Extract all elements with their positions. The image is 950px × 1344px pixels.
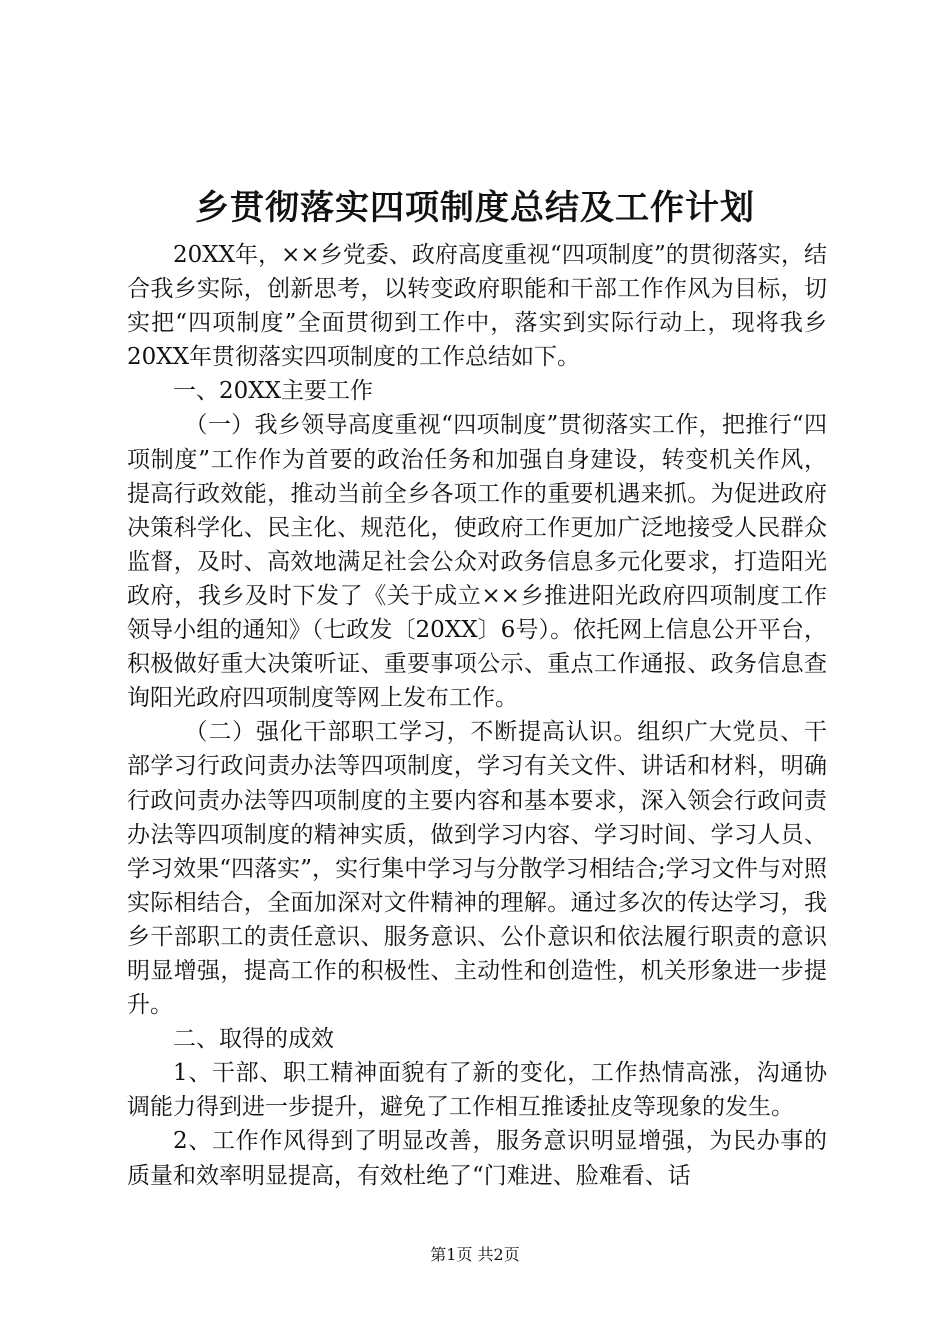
document-title: 乡贯彻落实四项制度总结及工作计划: [195, 188, 755, 228]
document-body: [127, 238, 827, 1193]
paragraph-item-2: （二）强化干部职工学习，不断提高认识。组织广大党员、干部学习行政问责办法等四项制度，学习有关文件、讲话和材料，明确行政问责办法等四项制度的主要内容和基本要求，深入领会行政问责办法等四项制度的精神实质，做到学习内容、学习时间、学习人员、学习效果“四落实”，实行集中学习与分散学习相结合;学习文件与对照实际相结合，全面加深对文件精神的理解。通过多次的传达学习，我乡干部职工的责任意识、服务意识、公仆意识和依法履行职责的意识明显增强，提高工作的积极性、主动性和创造性，机关形象进一步提升。: [127, 719, 827, 1019]
paragraph-intro: 20XX年，××乡党委、政府高度重视“四项制度”的贯彻落实，结合我乡实际，创新思考，以转变政府职能和干部工作作风为目标，切实把“四项制度”全面贯彻到工作中，落实到实际行动上，现将我乡20XX年贯彻落实四项制度的工作总结如下。: [127, 242, 827, 371]
page-footer: 第1页 共2页: [430, 1245, 520, 1264]
section-heading-main-work: 一、20XX主要工作: [173, 378, 374, 405]
section-heading-results: 二、取得的成效: [173, 1026, 334, 1053]
paragraph-result-1: 1、干部、职工精神面貌有了新的变化，工作热情高涨，沟通协调能力得到进一步提升，避免了工作相互推诿扯皮等现象的发生。: [127, 1060, 827, 1121]
paragraph-item-1: （一）我乡领导高度重视“四项制度”贯彻落实工作，把推行“四项制度”工作作为首要的政治任务和加强自身建设，转变机关作风，提高行政效能，推动当前全乡各项工作的重要机遇来抓。为促进政府决策科学化、民主化、规范化，使政府工作更加广泛地接受人民群众监督，及时、高效地满足社会公众对政务信息多元化要求，打造阳光政府，我乡及时下发了《关于成立××乡推进阳光政府四项制度工作领导小组的通知》（七政发〔20XX〕6号）。依托网上信息公开平台，积极做好重大决策听证、重要事项公示、重点工作通报、政务信息查询阳光政府四项制度等网上发布工作。: [127, 412, 827, 712]
paragraph-result-2: 2、工作作风得到了明显改善，服务意识明显增强，为民办事的质量和效率明显提高，有效杜绝了“门难进、脸难看、话: [127, 1128, 827, 1189]
